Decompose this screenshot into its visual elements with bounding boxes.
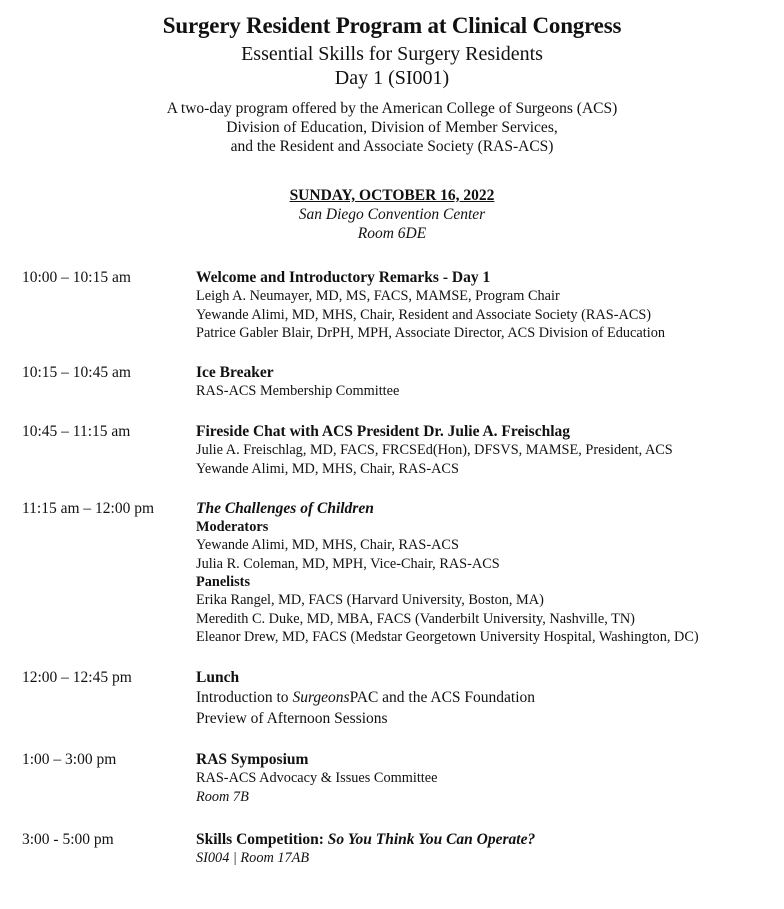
speaker-line: Julie A. Freischlag, MD, FACS, FRCSEd(Hon), DFSVS, MAMSE, President, ACS	[196, 442, 673, 458]
session-title: Lunch	[196, 669, 240, 686]
session-time: 1:00 – 3:00 pm	[22, 751, 117, 768]
session-content	[196, 750, 784, 806]
event-venue: San Diego Convention Center	[298, 206, 486, 223]
session-title: The Challenges of Children	[196, 500, 374, 517]
panelist-line: Meredith C. Duke, MD, MBA, FACS (Vanderbilt University, Nashville, TN)	[196, 610, 635, 627]
session-room: SI004 | Room 17AB	[196, 850, 310, 866]
organizer-line: and the Resident and Associate Society (RAS-ACS)	[230, 138, 554, 155]
lunch-line-rest: PAC and the ACS Foundation	[349, 689, 536, 706]
session-title: Fireside Chat with ACS President Dr. Julie A. Freischlag	[196, 423, 571, 440]
program-day: Day 1 (SI001)	[334, 67, 450, 89]
organizer-description	[0, 99, 784, 156]
speaker-line: RAS-ACS Advocacy & Issues Committee	[196, 770, 438, 786]
lunch-line-prefix: Introduction to	[196, 689, 293, 706]
panelists-heading: Panelists	[196, 574, 251, 590]
speaker-line: Patrice Gabler Blair, DrPH, MPH, Associate Director, ACS Division of Education	[196, 325, 665, 341]
panelist-line: Erika Rangel, MD, FACS (Harvard University, Boston, MA)	[196, 592, 544, 608]
session-title	[196, 830, 784, 849]
lunch-line: Preview of Afternoon Sessions	[196, 710, 388, 727]
page-title: Surgery Resident Program at Clinical Congress	[162, 13, 622, 38]
session-time: 11:15 am – 12:00 pm	[22, 500, 155, 517]
page-subtitle: Essential Skills for Surgery Residents	[241, 43, 543, 65]
panelist-line: Eleanor Drew, MD, FACS (Medstar Georgetown University Hospital, Washington, DC)	[196, 629, 699, 645]
session-title-prefix: Skills Competition:	[196, 831, 328, 848]
event-info	[0, 186, 784, 243]
speaker-line: Leigh A. Neumayer, MD, MS, FACS, MAMSE, Program Chair	[196, 288, 560, 304]
document-header	[0, 10, 784, 156]
speaker-line: RAS-ACS Membership Committee	[196, 383, 400, 399]
moderator-line: Julia R. Coleman, MD, MPH, Vice-Chair, RAS-ACS	[196, 555, 500, 572]
session-title-italic: So You Think You Can Operate?	[327, 831, 536, 848]
session-title: Welcome and Introductory Remarks - Day 1	[196, 269, 491, 286]
session-room: Room 7B	[196, 788, 249, 805]
session-content	[196, 268, 784, 343]
speaker-line: Yewande Alimi, MD, MHS, Chair, RAS-ACS	[196, 460, 459, 477]
event-date: SUNDAY, OCTOBER 16, 2022	[289, 187, 495, 204]
session-time: 3:00 - 5:00 pm	[22, 831, 114, 848]
organizer-line: A two-day program offered by the American College of Surgeons (ACS)	[166, 100, 618, 117]
session-title: Ice Breaker	[196, 364, 274, 381]
moderators-heading: Moderators	[196, 519, 269, 535]
session-content	[196, 363, 784, 401]
moderator-line: Yewande Alimi, MD, MHS, Chair, RAS-ACS	[196, 537, 459, 553]
lunch-line	[196, 687, 784, 708]
organizer-line: Division of Education, Division of Member Services,	[226, 119, 558, 136]
surgeons-italic: Surgeons	[292, 689, 350, 706]
session-time: 10:45 – 11:15 am	[22, 423, 131, 440]
session-content	[196, 422, 784, 478]
session-time: 12:00 – 12:45 pm	[22, 669, 132, 686]
session-content	[196, 830, 784, 868]
session-title: RAS Symposium	[196, 751, 309, 768]
session-content	[196, 668, 784, 729]
session-content	[196, 499, 784, 647]
speaker-line: Yewande Alimi, MD, MHS, Chair, Resident and Associate Society (RAS-ACS)	[196, 306, 652, 323]
session-time: 10:15 – 10:45 am	[22, 364, 131, 381]
event-room: Room 6DE	[357, 225, 427, 242]
session-time: 10:00 – 10:15 am	[22, 269, 131, 286]
